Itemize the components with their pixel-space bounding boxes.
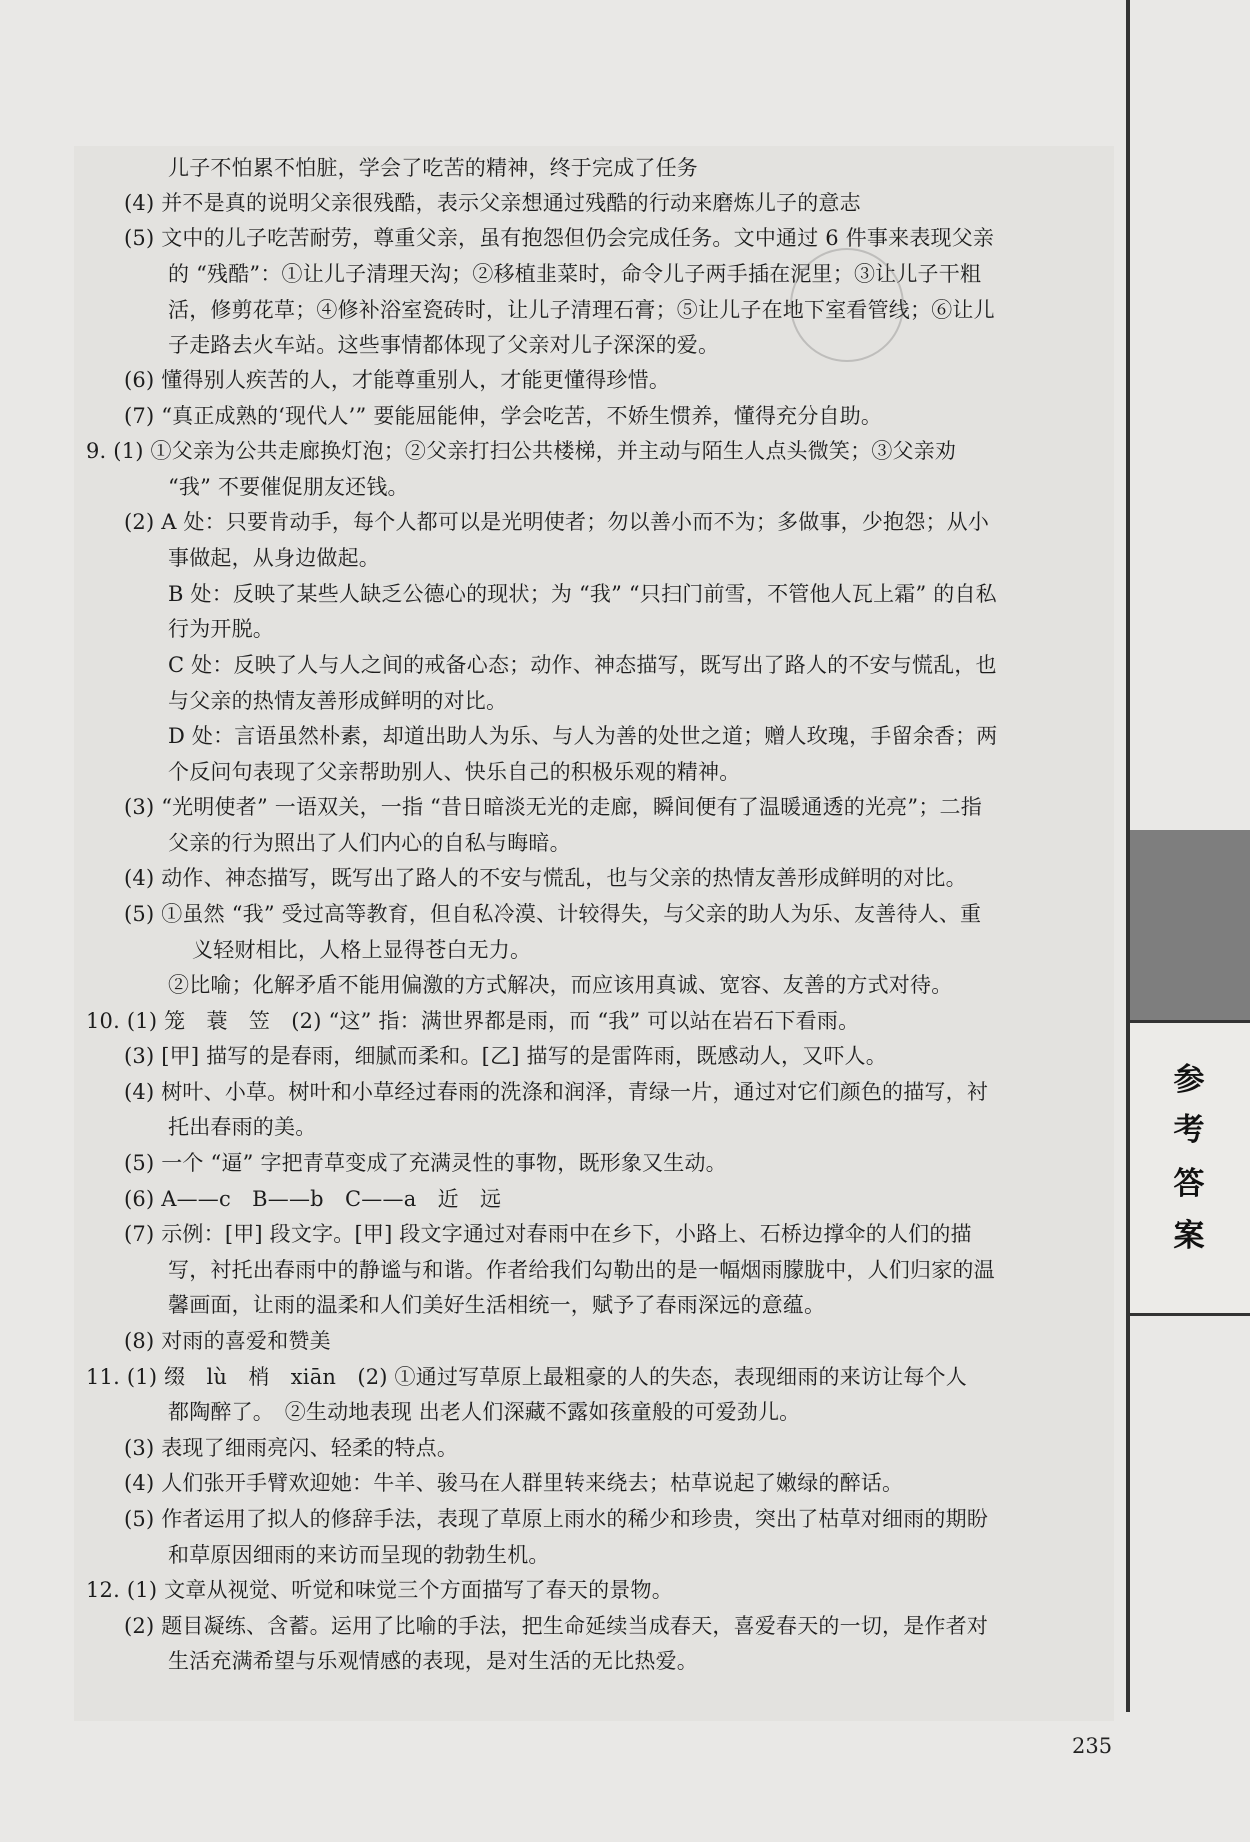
answer-line: 儿子不怕累不怕脏，学会了吃苦的精神，终于完成了任务 (168, 156, 698, 180)
stamp-seal (790, 248, 904, 362)
answer-line: 和草原因细雨的来访而呈现的勃勃生机。 (168, 1543, 550, 1567)
answer-line: 的 “残酷”：①让儿子清理天沟；②移植韭菜时，命令儿子两手插在泥里；③让儿子干粗 (168, 262, 982, 286)
answer-line: 11. (1) 缀 lù 梢 xiān (2) ①通过写草原上最粗豪的人的失态，表现细雨的来访让每个人 (86, 1365, 967, 1389)
answer-line: (7) 示例：[甲] 段文字。[甲] 段文字通过对春雨中在乡下，小路上、石桥边撑伞的人们的描 (124, 1222, 972, 1246)
answer-line: 托出春雨的美。 (168, 1115, 317, 1139)
answer-line: 子走路去火车站。这些事情都体现了父亲对儿子深深的爱。 (168, 333, 720, 357)
answer-line: (4) 动作、神态描写，既写出了路人的不安与慌乱，也与父亲的热情友善形成鲜明的对比。 (124, 866, 967, 890)
answer-line: (3) 表现了细雨亮闪、轻柔的特点。 (124, 1436, 459, 1460)
answer-line: (2) A 处：只要肯动手，每个人都可以是光明使者；勿以善小而不为；多做事，少抱怨；从小 (124, 510, 990, 534)
side-tab-char: 答 (1173, 1166, 1205, 1202)
side-tab-char: 考 (1173, 1112, 1205, 1148)
answer-line: (7) “真正成熟的‘现代人’” 要能屈能伸，学会吃苦，不娇生惯养，懂得充分自助。 (124, 404, 883, 428)
answer-line: 写，衬托出春雨中的静谧与和谐。作者给我们勾勒出的是一幅烟雨朦胧中，人们归家的温 (168, 1258, 995, 1282)
answer-line: (4) 人们张开手臂欢迎她：牛羊、骏马在人群里转来绕去；枯草说起了嫩绿的醉话。 (124, 1471, 904, 1495)
answer-line: (5) 一个 “逼” 字把青草变成了充满灵性的事物，既形象又生动。 (124, 1151, 727, 1175)
answer-line: 行为开脱。 (168, 617, 274, 641)
answer-line: 父亲的行为照出了人们内心的自私与晦暗。 (168, 831, 571, 855)
answer-line: (3) “光明使者” 一语双关，一指 “昔日暗淡无光的走廊，瞬间便有了温暖通透的光亮”；二指 (124, 795, 982, 819)
answer-line: 生活充满希望与乐观情感的表现，是对生活的无比热爱。 (168, 1649, 698, 1673)
answer-line: (5) 作者运用了拟人的修辞手法，表现了草原上雨水的稀少和珍贵，突出了枯草对细雨的期盼 (124, 1507, 989, 1531)
answer-line: 事做起，从身边做起。 (168, 546, 380, 570)
answer-line: 9. (1) ①父亲为公共走廊换灯泡；②父亲打扫公共楼梯，并主动与陌生人点头微笑；③父亲劝 (86, 439, 957, 463)
answer-line: (3) [甲] 描写的是春雨，细腻而柔和。[乙] 描写的是雷阵雨，既感动人，又吓人。 (124, 1044, 887, 1068)
answer-line: 10. (1) 笼 蓑 笠 (2) “这” 指：满世界都是雨，而 “我” 可以站在岩石下看雨。 (86, 1009, 860, 1033)
side-tab-gray-block (1130, 830, 1250, 1020)
answer-line: 都陶醉了。 ②生动地表现 出老人们深藏不露如孩童般的可爱劲儿。 (168, 1400, 801, 1424)
answer-line: (5) 文中的儿子吃苦耐劳，尊重父亲，虽有抱怨但仍会完成任务。文中通过 6 件事来表现父亲 (124, 226, 995, 250)
answer-line: (2) 题目凝练、含蓄。运用了比喻的手法，把生命延续当成春天，喜爱春天的一切，是作者对 (124, 1614, 989, 1638)
answer-line: (8) 对雨的喜爱和赞美 (124, 1329, 331, 1353)
answer-line: ②比喻；化解矛盾不能用偏激的方式解决，而应该用真诚、宽容、友善的方式对待。 (168, 973, 953, 997)
answer-line: D 处：言语虽然朴素，却道出助人为乐、与人为善的处世之道；赠人玫瑰，手留余香；两 (168, 724, 998, 748)
answer-line: 与父亲的热情友善形成鲜明的对比。 (168, 689, 508, 713)
answer-line: (4) 并不是真的说明父亲很残酷，表示父亲想通过残酷的行动来磨炼儿子的意志 (124, 191, 861, 215)
answer-line: B 处：反映了某些人缺乏公德心的现状；为 “我” “只扫门前雪，不管他人瓦上霜” 的自私 (168, 582, 997, 606)
answer-line: “我” 不要催促朋友还钱。 (168, 475, 409, 499)
side-tab-char: 参 (1173, 1062, 1205, 1098)
answer-line: (6) 懂得别人疾苦的人，才能尊重别人，才能更懂得珍惜。 (124, 368, 671, 392)
answer-line: 个反问句表现了父亲帮助别人、快乐自己的积极乐观的精神。 (168, 760, 741, 784)
answer-line: (6) A——c B——b C——a 近 远 (124, 1187, 502, 1211)
side-tab-char: 案 (1173, 1218, 1205, 1254)
answer-line: 活，修剪花草；④修补浴室瓷砖时，让儿子清理石膏；⑤让儿子在地下室看管线；⑥让儿 (168, 298, 995, 322)
answer-line: C 处：反映了人与人之间的戒备心态；动作、神态描写，既写出了路人的不安与慌乱，也 (168, 653, 997, 677)
answer-line: 12. (1) 文章从视觉、听觉和味觉三个方面描写了春天的景物。 (86, 1578, 673, 1602)
answer-line: (4) 树叶、小草。树叶和小草经过春雨的洗涤和润泽，青绿一片，通过对它们颜色的描写，衬 (124, 1080, 989, 1104)
answer-line: (5) ①虽然 “我” 受过高等教育，但自私冷漠、计较得失，与父亲的助人为乐、友善待人、重 (124, 902, 982, 926)
answer-line: 义轻财相比，人格上显得苍白无力。 (192, 938, 532, 962)
page-number: 235 (1072, 1734, 1113, 1758)
answer-line: 馨画面，让雨的温柔和人们美好生活相统一，赋予了春雨深远的意蕴。 (168, 1293, 826, 1317)
